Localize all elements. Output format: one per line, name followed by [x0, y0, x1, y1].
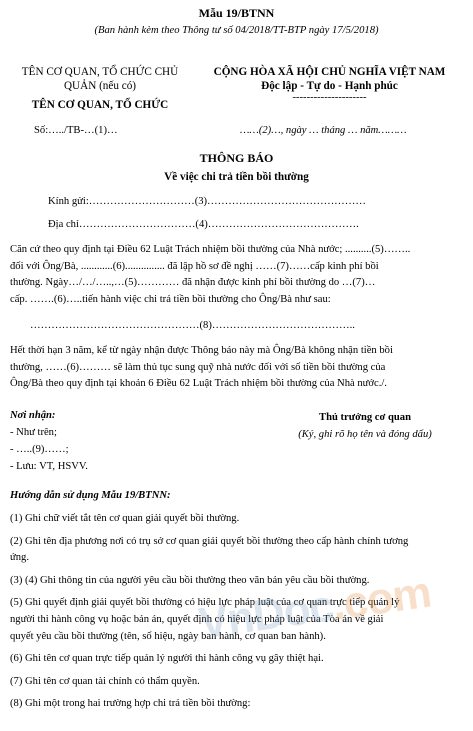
receivers-title: Nơi nhận:	[10, 410, 56, 421]
paragraph-line: Hết thời hạn 3 năm, kể từ ngày nhận được Thông báo này mà Ông/Bà không nhận tiền bồi	[10, 345, 393, 356]
guide-item	[10, 511, 463, 528]
signer-note: (Ký, ghi rõ họ tên và đóng dấu)	[298, 429, 432, 440]
left-header	[0, 65, 200, 112]
receiver-item: - Lưu: VT, HSVV.	[10, 461, 88, 472]
receivers-block	[10, 407, 88, 475]
receiver-item: - Như trên;	[10, 427, 57, 438]
guide-item-line: (8) Ghi một trong hai trường hợp chi trả tiền bồi thường:	[10, 698, 251, 710]
watermark-logo: VnDoc.com	[196, 567, 434, 649]
document-subtitle: Về việc chi trả tiền bồi thường	[164, 171, 309, 183]
signer-block	[260, 409, 470, 443]
guide-item-line: (3) (4) Ghi thông tin của người yêu cầu bồi thường theo văn bản yêu cầu bồi thường.	[10, 574, 370, 586]
paragraph-line: thường. Ngày…/…/…..,…(5)………… đã nhận được kinh phí bồi thường do …(7)…	[10, 277, 376, 289]
guide-item-line: (7) Ghi tên cơ quan tài chính có thẩm quyền.	[10, 675, 200, 687]
receiver-item: - …..(9)……;	[10, 444, 69, 455]
form-code: Mẫu 19/BTNN	[198, 6, 275, 20]
guide-item	[10, 651, 463, 668]
motto-underline: ---------------------	[292, 92, 367, 103]
guide-item-line: (5) Ghi quyết định giải quyết bồi thường có hiệu lực pháp luật của cơ quan trực tiếp quản lý	[10, 597, 400, 609]
guide-item	[10, 696, 463, 713]
recipient-line: Kính gửi:…………………………(3)………………………………………	[48, 196, 366, 207]
agency-name: TÊN CƠ QUAN, TỔ CHỨC	[31, 99, 169, 111]
paragraph-line: đối với Ông/Bà, ............(6)............... đã lập hồ sơ đề nghị ……(7)……cấp kinh phí bồi	[10, 260, 379, 272]
document-date: ……(2)…, ngày … tháng … năm………	[240, 125, 407, 136]
paragraph-line: cấp. …….(6)…..tiến hành việc chi trả tiền bồi thường cho Ông/Bà như sau:	[10, 293, 331, 305]
agency-parent-line1: TÊN CƠ QUAN, TỔ CHỨC CHỦ	[21, 66, 179, 78]
document-title: THÔNG BÁO	[199, 151, 274, 165]
payment-details-line: …………………………………………(8)…………………………………..	[30, 320, 355, 331]
guide-item-line: (2) Ghi tên địa phương nơi có trụ sở cơ quan giải quyết bồi thường theo cấp hành chính tương	[10, 535, 409, 547]
basis-paragraph	[10, 242, 463, 308]
agency-parent-line2: QUẢN (nếu có)	[63, 80, 137, 92]
right-header	[186, 65, 473, 103]
paragraph-line: thường, ……(6)……… sẽ làm thủ tục sung quỹ nhà nước đối với số tiền bồi thường của	[10, 361, 386, 373]
national-motto: Độc lập - Tự do - Hạnh phúc	[261, 80, 398, 92]
deadline-paragraph	[10, 343, 463, 393]
issued-note: (Ban hành kèm theo Thông tư số 04/2018/TT-BTP ngày 17/5/2018)	[94, 25, 379, 36]
guide-item-line: (1) Ghi chữ viết tắt tên cơ quan giải quyết bồi thường.	[10, 513, 240, 524]
guide-item	[10, 674, 463, 691]
paragraph-line: Ông/Bà theo quy định tại khoản 6 Điều 62 Luật Trách nhiệm bồi thường của Nhà nước./.	[10, 378, 387, 390]
guide-item-line: (6) Ghi tên cơ quan trực tiếp quản lý người thi hành công vụ gây thiệt hại.	[10, 653, 324, 665]
guide-item-line: ứng.	[10, 552, 29, 564]
guide-item	[10, 534, 463, 567]
national-title: CỘNG HÒA XÃ HỘI CHỦ NGHĨA VIỆT NAM	[213, 66, 446, 78]
document-number: Số:…../TB-…(1)…	[34, 125, 118, 136]
guide-item-line: quyết yêu cầu bồi thường (tên, số hiệu, ngày ban hành, cơ quan ban hành).	[10, 630, 326, 642]
address-line: Địa chỉ……………………………(4)…………………………………….	[48, 219, 359, 230]
signer-title: Thủ trưởng cơ quan	[319, 412, 411, 423]
paragraph-line: Căn cứ theo quy định tại Điều 62 Luật Trách nhiệm bồi thường của Nhà nước; ..........(5)……..	[10, 244, 411, 255]
guide-item-line: người thi hành công vụ hoặc bản án, quyết định có hiệu lực pháp luật của Tòa án về giải	[10, 613, 384, 625]
guide-heading: Hướng dẫn sử dụng Mẫu 19/BTNN:	[10, 490, 171, 501]
